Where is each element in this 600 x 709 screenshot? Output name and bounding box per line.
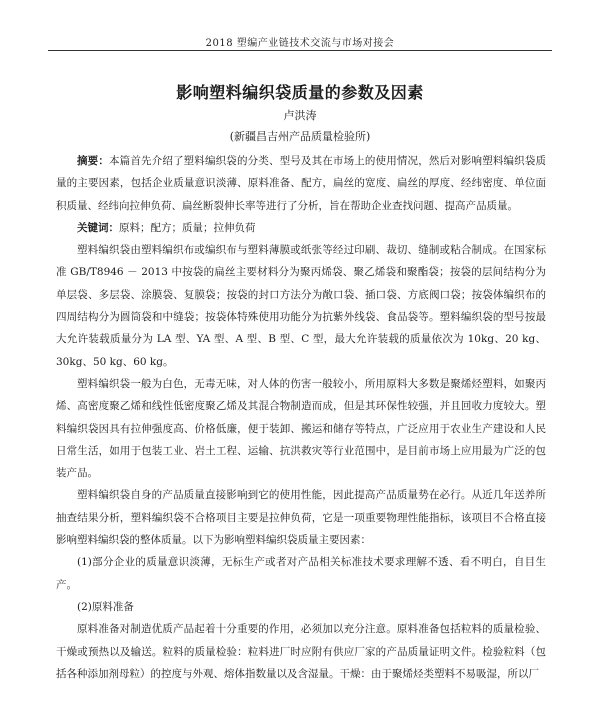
abstract-label: 摘要： (77, 155, 109, 167)
article-title: 影响塑料编织袋质量的参数及因素 (176, 83, 424, 102)
paragraph-5: 原料准备对制造优质产品起着十分重要的作用，必须加以充分注意。原料准备包括粒料的质量检验、干燥或预热以及输送。粒料的质量检验：粒料进厂时应附有供应厂家的产品质量证明文件。检验粒料（包括各种添加剂母粒）的控度与外观、熔体指数量以及含湿量。干燥：由于聚烯烃类塑料不易吸湿，所以厂 (56, 623, 546, 680)
author: 卢洪涛 (283, 109, 317, 122)
keywords-text: 原料；配方；质量；拉伸负荷 (119, 221, 256, 234)
section-subheading: (2)原料准备 (77, 600, 134, 613)
affiliation: (新疆昌吉州产品质量检验所) (229, 130, 371, 143)
paragraph-1: 塑料编织袋由塑料编织布或编织布与塑料薄膜或纸张等经过印刷、裁切、缝制或粘合制成。在国家标准 GB/T8946 － 2013 中按袋的扁丝主要材料分为聚丙烯袋、聚乙烯袋和聚酯袋；按袋的层间结构分为单层袋、多层袋、涂膜袋、复膜袋；按袋的封口方法分为敞口袋、插口袋、方底阀口袋；按袋体编织布的四周结构分为圆筒袋和中缝袋；按袋体特殊使用功能分为抗紫外线袋、食品袋等。塑料编织袋的型号按最大允许装载质量分为 LA 型、YA 型、A 型、B 型、C 型，最大允许装载的质量依次为 10kg、20 kg、30kg、50 kg、60 kg。 (56, 244, 546, 368)
article-body (56, 150, 546, 685)
paragraph-3: 塑料编织袋自身的产品质量直接影响到它的使用性能，因此提高产品质量势在必行。从近几年送养所抽查结果分析，塑料编织袋不合格项目主要是拉伸负荷，它是一项重要物理性能指标，该项目不合格直接影响塑料编织袋的整体质量。以下为影响塑料编织袋质量主要因素： (56, 489, 546, 547)
abstract (56, 150, 546, 217)
abstract-text: 本篇首先介绍了塑料编织袋的分类、型号及其在市场上的使用情况，然后对影响塑料编织袋质量的主要因素，包括企业质量意识淡薄、原料准备、配方，扁丝的宽度、扁丝的厚度、经纬密度、单位面积质量、经纬向拉伸负荷、扁丝断裂伸长率等进行了分析，旨在帮助企业查找问题、提高产品质量。 (56, 155, 547, 212)
paragraph-2: 塑料编织袋一般为白色，无毒无味，对人体的伤害一般较小，所用原料大多数是聚烯烃塑料，如聚丙烯、高密度聚乙烯和线性低密度聚乙烯及其混合物制造而成，但是其环保性较强，并且回收力度较大。塑料编织袋因具有拉伸强度高、价格低廉，便于装卸、搬运和储存等特点，广泛应用于农业生产建设和人民日常生活，如用于包装工业、岩土工程、运输、抗洪救灾等行业范围中，是目前市场上应用最为广泛的包装产品。 (56, 377, 546, 480)
running-header: 2018 塑编产业链技术交流与市场对接会 (205, 38, 395, 49)
paragraph-4: (1)部分企业的质量意识淡薄，无标生产或者对产品相关标准技术要求理解不透、看不明白，自目生产。 (56, 556, 546, 591)
header-rule (48, 50, 552, 51)
keywords-label: 关键词： (77, 221, 119, 234)
keywords (56, 217, 546, 239)
